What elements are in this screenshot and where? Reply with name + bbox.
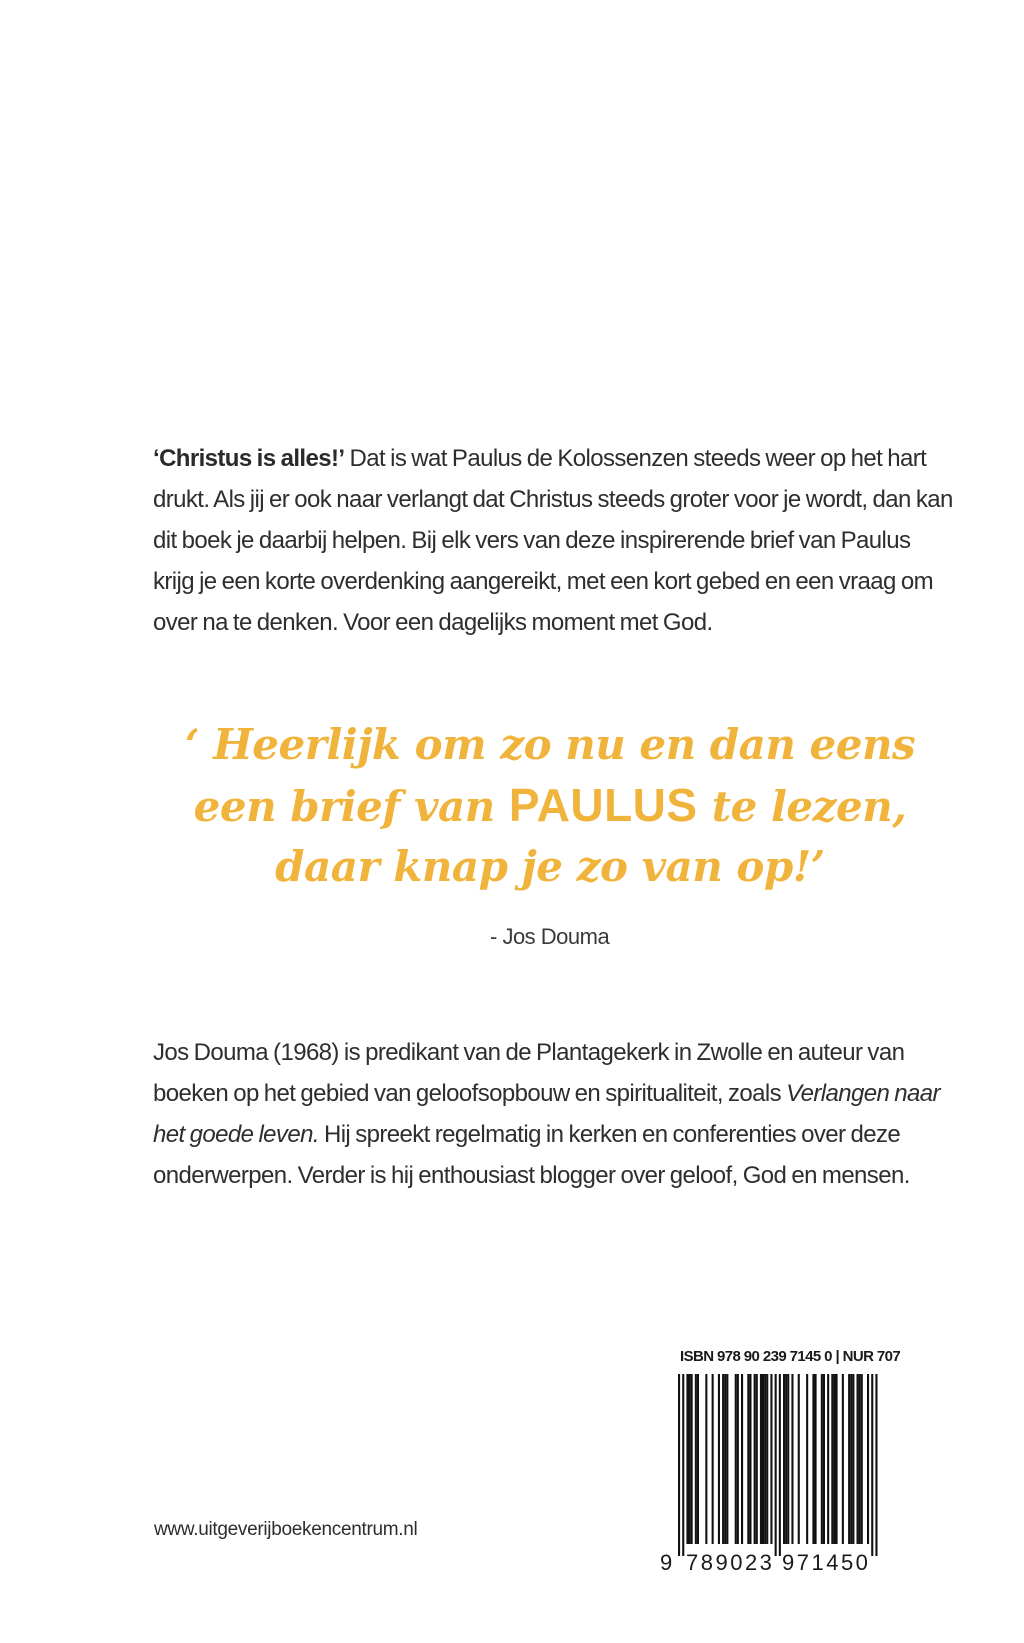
barcode-bar (833, 1374, 835, 1544)
barcode-guard-bar (775, 1374, 777, 1556)
barcode-bars (678, 1374, 878, 1556)
barcode-bar (859, 1374, 861, 1544)
barcode-bar (785, 1374, 787, 1544)
quote-line-2-start: een brief van (193, 782, 509, 831)
barcode-right-digits: 971450 (782, 1550, 871, 1574)
barcode-guard-bar (779, 1374, 781, 1556)
barcode-bar (735, 1374, 737, 1544)
barcode-bar (760, 1374, 762, 1544)
barcode-bar (815, 1374, 817, 1544)
pull-quote (150, 715, 950, 897)
ean-barcode (656, 1374, 888, 1574)
blurb-paragraph (153, 438, 953, 643)
isbn-label: ISBN 978 90 239 7145 0 | NUR 707 (680, 1348, 901, 1365)
barcode-guard-bar (678, 1374, 680, 1556)
barcode-bar (691, 1374, 693, 1544)
quote-line-1: ‘ Heerlijk om zo nu en dan eens (184, 720, 916, 769)
barcode-bar (689, 1374, 691, 1544)
barcode-guard-bar (871, 1374, 873, 1556)
barcode-bar (697, 1374, 699, 1544)
quote-emphasis: PAULUS (508, 779, 698, 831)
barcode-bar (686, 1374, 688, 1544)
barcode-bar (770, 1374, 772, 1544)
barcode-bar (722, 1374, 724, 1544)
barcode-bar (783, 1374, 785, 1544)
bio-text-1: Jos Douma (1968) is predikant van de Plantagekerk in Zwolle en auteur van boeken op het gebied van geloofsopbouw en spiritualiteit, zoals (153, 1039, 905, 1107)
barcode-bar (836, 1374, 838, 1544)
barcode-bar (831, 1374, 833, 1544)
barcode-bar (857, 1374, 859, 1544)
barcode-first-digit: 9 (660, 1550, 673, 1574)
barcode-bar (848, 1374, 850, 1544)
barcode-bar (791, 1374, 793, 1544)
barcode-guard-bar (875, 1374, 877, 1556)
bio-book-title: Verlangen naar het goede leven. (153, 1080, 940, 1148)
barcode-bar (867, 1374, 869, 1544)
barcode-left-digits: 789023 (686, 1550, 775, 1574)
barcode-bar (766, 1374, 768, 1544)
barcode-bar (747, 1374, 749, 1544)
barcode-bar (695, 1374, 697, 1544)
barcode-bar (705, 1374, 707, 1544)
barcode-bar (798, 1374, 800, 1544)
barcode-bar (821, 1374, 823, 1544)
barcode-bar (827, 1374, 829, 1544)
barcode-bar (754, 1374, 756, 1544)
barcode-bar (764, 1374, 766, 1544)
barcode-bar (861, 1374, 863, 1544)
barcode-bar (852, 1374, 854, 1544)
barcode-bar (718, 1374, 720, 1544)
blurb-lead: ‘Christus is alles!’ (153, 445, 345, 472)
barcode-bar (842, 1374, 844, 1544)
barcode-guard-bar (682, 1374, 684, 1556)
blurb-text: Dat is wat Paulus de Kolossenzen steeds weer op het hart drukt. Als jij er ook naar verlangt dat Christus steeds groter voor je wordt, dan kan dit boek je daarbij helpen. Bij elk vers van deze inspirerende brief van Paulus krijg je een korte overdenking aangereikt, met een kort gebed en een vraag om over na te denken. Voor een dagelijks moment met God. (153, 445, 953, 636)
quote-line-2 (150, 775, 950, 837)
barcode-bar (741, 1374, 743, 1544)
barcode-bar (737, 1374, 739, 1544)
barcode-bar (762, 1374, 764, 1544)
publisher-website: www.uitgeverijboekencentrum.nl (154, 1519, 418, 1540)
barcode-bar (724, 1374, 726, 1544)
bio-text-2: Hij spreekt regelmatig in kerken en conferenties over deze onderwerpen. Verder is hij enthousiast blogger over geloof, God en mensen. (153, 1121, 910, 1189)
barcode-bar (756, 1374, 758, 1544)
quote-line-3: daar knap je zo van op!’ (275, 842, 825, 891)
author-bio (153, 1032, 943, 1196)
barcode-bar (850, 1374, 852, 1544)
barcode-bar (712, 1374, 714, 1544)
barcode-bar (806, 1374, 808, 1544)
quote-line-2-end: te lezen, (697, 782, 907, 831)
barcode-bar (726, 1374, 728, 1544)
barcode-bar (749, 1374, 751, 1544)
barcode-bar (823, 1374, 825, 1544)
quote-attribution: - Jos Douma (490, 924, 610, 949)
barcode-bar (787, 1374, 789, 1544)
barcode-bar (812, 1374, 814, 1544)
